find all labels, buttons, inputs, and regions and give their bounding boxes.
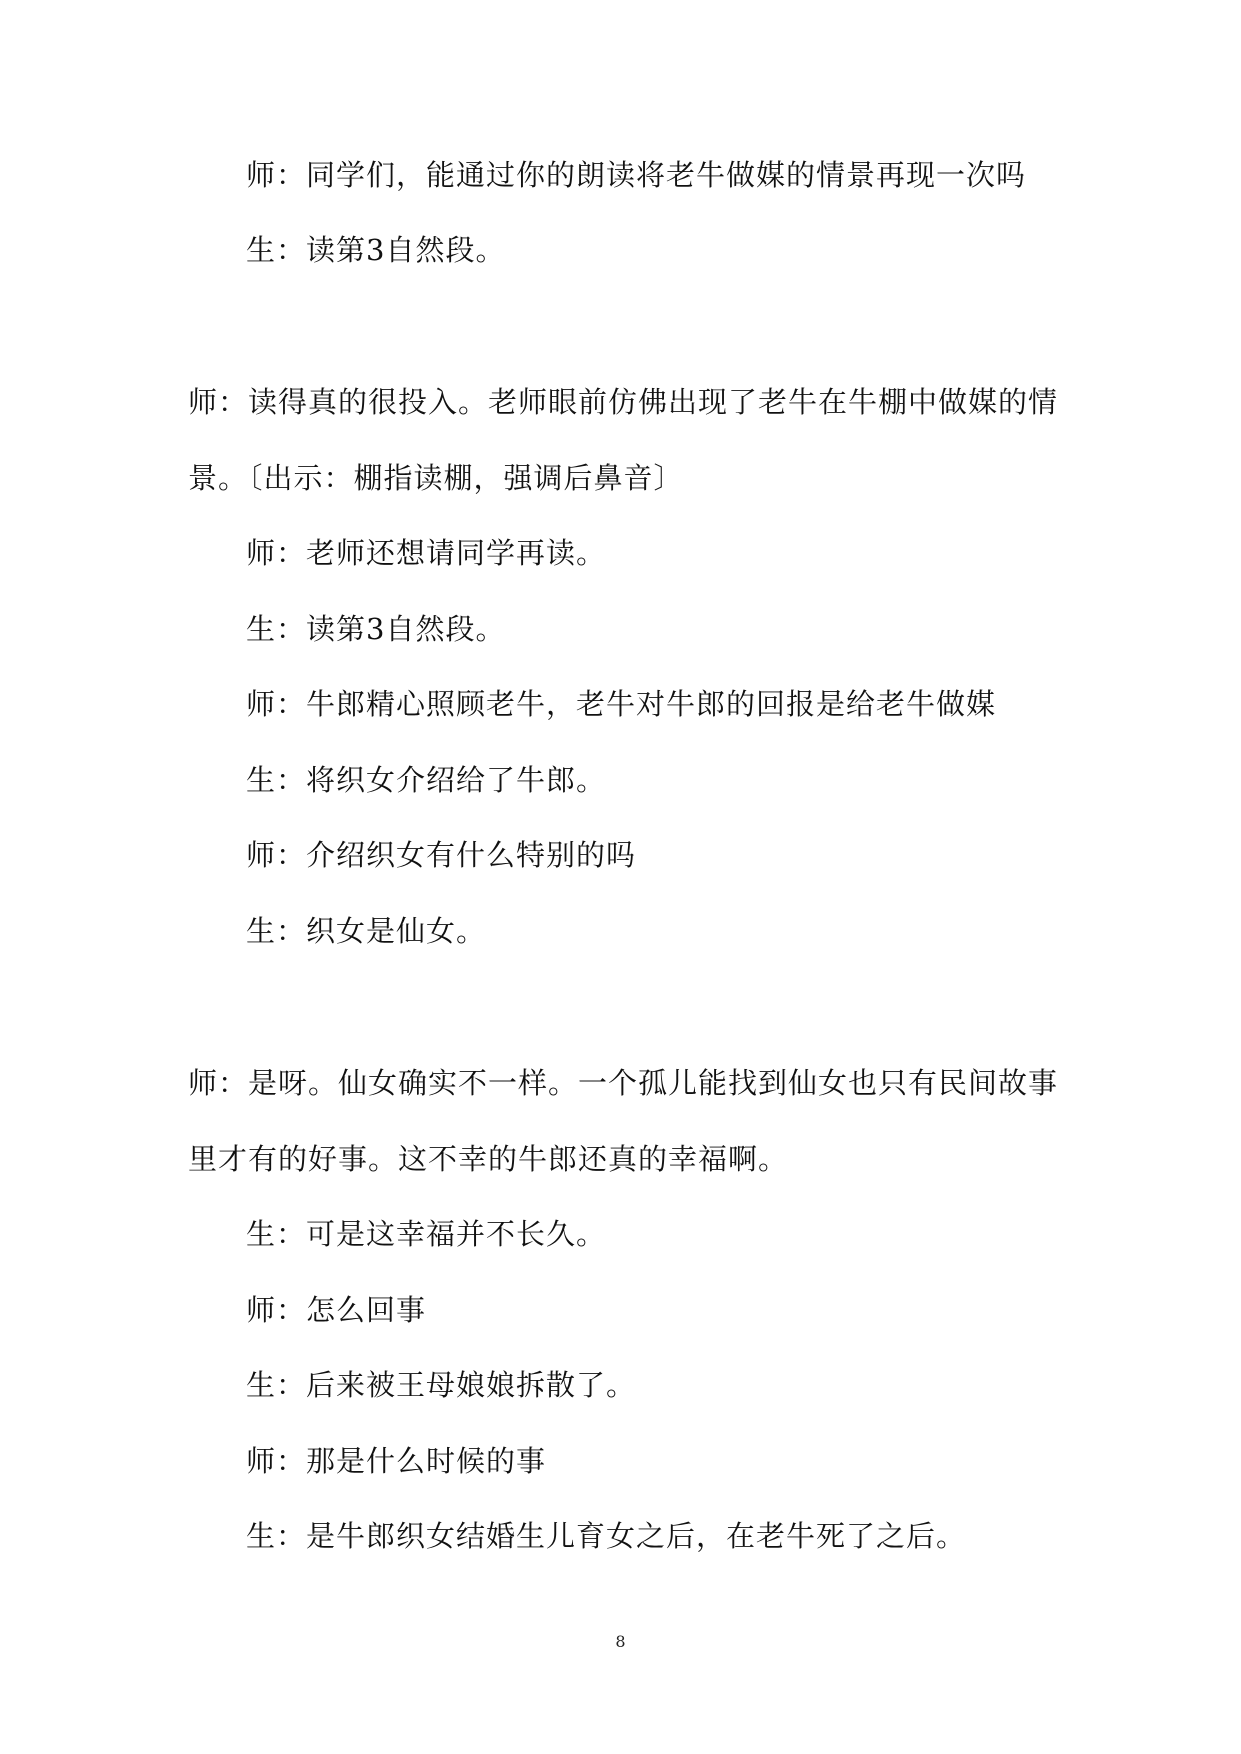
dialogue-line: 生：后来被王母娘娘拆散了。: [246, 1368, 637, 1402]
dialogue-line: 师：怎么回事: [246, 1293, 427, 1327]
page-number: 8: [615, 1632, 626, 1651]
dialogue-line-continued: 景。〔出示：棚指读棚，强调后鼻音〕: [188, 461, 684, 495]
dialogue-line: 师：老师还想请同学再读。: [246, 536, 607, 570]
dialogue-line: 生：读第3自然段。: [246, 233, 506, 267]
dialogue-line: 师：是呀。仙女确实不一样。一个孤儿能找到仙女也只有民间故事: [188, 1066, 1059, 1100]
dialogue-line: 生：是牛郎织女结婚生儿育女之后，在老牛死了之后。: [246, 1519, 967, 1553]
dialogue-line-continued: 里才有的好事。这不幸的牛郎还真的幸福啊。: [188, 1142, 789, 1176]
dialogue-line: 师：读得真的很投入。老师眼前仿佛出现了老牛在牛棚中做媒的情: [188, 385, 1059, 419]
dialogue-line: 生：可是这幸福并不长久。: [246, 1217, 607, 1251]
dialogue-line: 生：读第3自然段。: [246, 612, 506, 646]
dialogue-line: 生：将织女介绍给了牛郎。: [246, 763, 607, 797]
dialogue-line: 生：织女是仙女。: [246, 914, 487, 948]
dialogue-line: 师：介绍织女有什么特别的吗: [246, 838, 637, 872]
dialogue-line: 师：牛郎精心照顾老牛，老牛对牛郎的回报是给老牛做媒: [246, 687, 997, 721]
dialogue-line: 师：同学们，能通过你的朗读将老牛做媒的情景再现一次吗: [246, 158, 1027, 192]
dialogue-line: 师：那是什么时候的事: [246, 1444, 547, 1478]
